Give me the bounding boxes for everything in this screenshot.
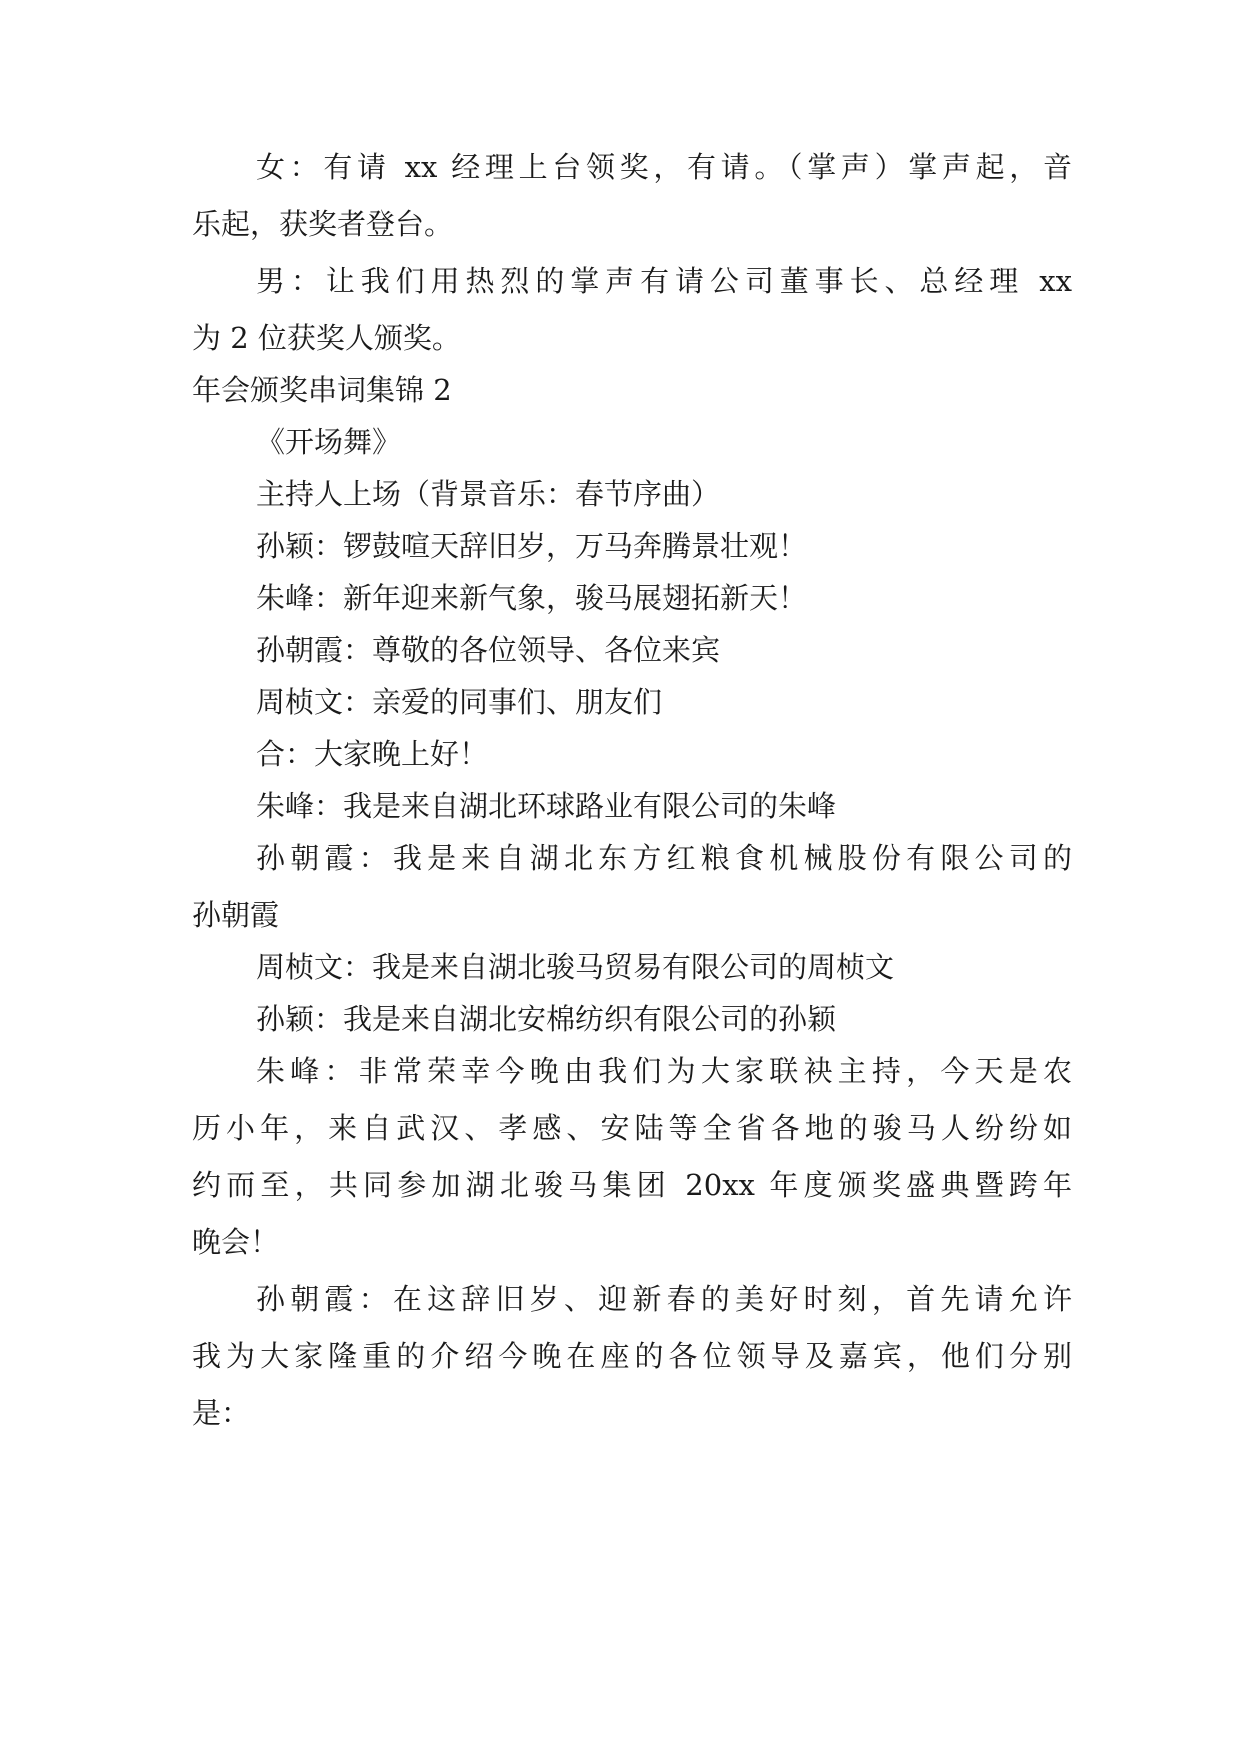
paragraph-line: 孙朝霞 <box>192 898 280 932</box>
paragraph-line: 约而至，共同参加湖北骏马集团 20xx 年度颁奖盛典暨跨年 <box>192 1168 1072 1202</box>
paragraph-line: 为 2 位获奖人颁奖。 <box>192 321 461 355</box>
paragraph-line: 历小年，来自武汉、孝感、安陆等全省各地的骏马人纷纷如 <box>192 1111 1072 1145</box>
paragraph-line: 孙颖：我是来自湖北安棉纺织有限公司的孙颖 <box>256 1002 837 1036</box>
paragraph-line: 晚会！ <box>192 1225 280 1259</box>
paragraph-line: 周桢文：我是来自湖北骏马贸易有限公司的周桢文 <box>256 950 895 984</box>
section-heading: 年会颁奖串词集锦 2 <box>192 373 452 407</box>
paragraph-line: 女：有请 xx 经理上台领奖，有请。（掌声）掌声起，音 <box>256 150 1072 184</box>
paragraph-line: 《开场舞》 <box>256 425 402 459</box>
paragraph-line: 朱峰：非常荣幸今晚由我们为大家联袂主持，今天是农 <box>256 1054 1072 1088</box>
paragraph-line: 合：大家晚上好！ <box>256 737 489 771</box>
paragraph-line: 主持人上场（背景音乐：春节序曲） <box>256 477 721 511</box>
paragraph-line: 孙朝霞：在这辞旧岁、迎新春的美好时刻，首先请允许 <box>256 1282 1072 1316</box>
paragraph-line: 朱峰：我是来自湖北环球路业有限公司的朱峰 <box>256 789 837 823</box>
paragraph-line: 孙颖：锣鼓喧天辞旧岁，万马奔腾景壮观！ <box>256 529 808 563</box>
paragraph-line: 朱峰：新年迎来新气象，骏马展翅拓新天！ <box>256 581 808 615</box>
paragraph-line: 我为大家隆重的介绍今晚在座的各位领导及嘉宾，他们分别 <box>192 1339 1072 1373</box>
paragraph-line: 孙朝霞：我是来自湖北东方红粮食机械股份有限公司的 <box>256 841 1072 875</box>
paragraph-line: 孙朝霞：尊敬的各位领导、各位来宾 <box>256 633 721 667</box>
paragraph-line: 男：让我们用热烈的掌声有请公司董事长、总经理 xx <box>256 264 1072 298</box>
paragraph-line: 周桢文：亲爱的同事们、朋友们 <box>256 685 663 719</box>
paragraph-line: 乐起，获奖者登台。 <box>192 207 454 241</box>
paragraph-line: 是： <box>192 1396 251 1430</box>
